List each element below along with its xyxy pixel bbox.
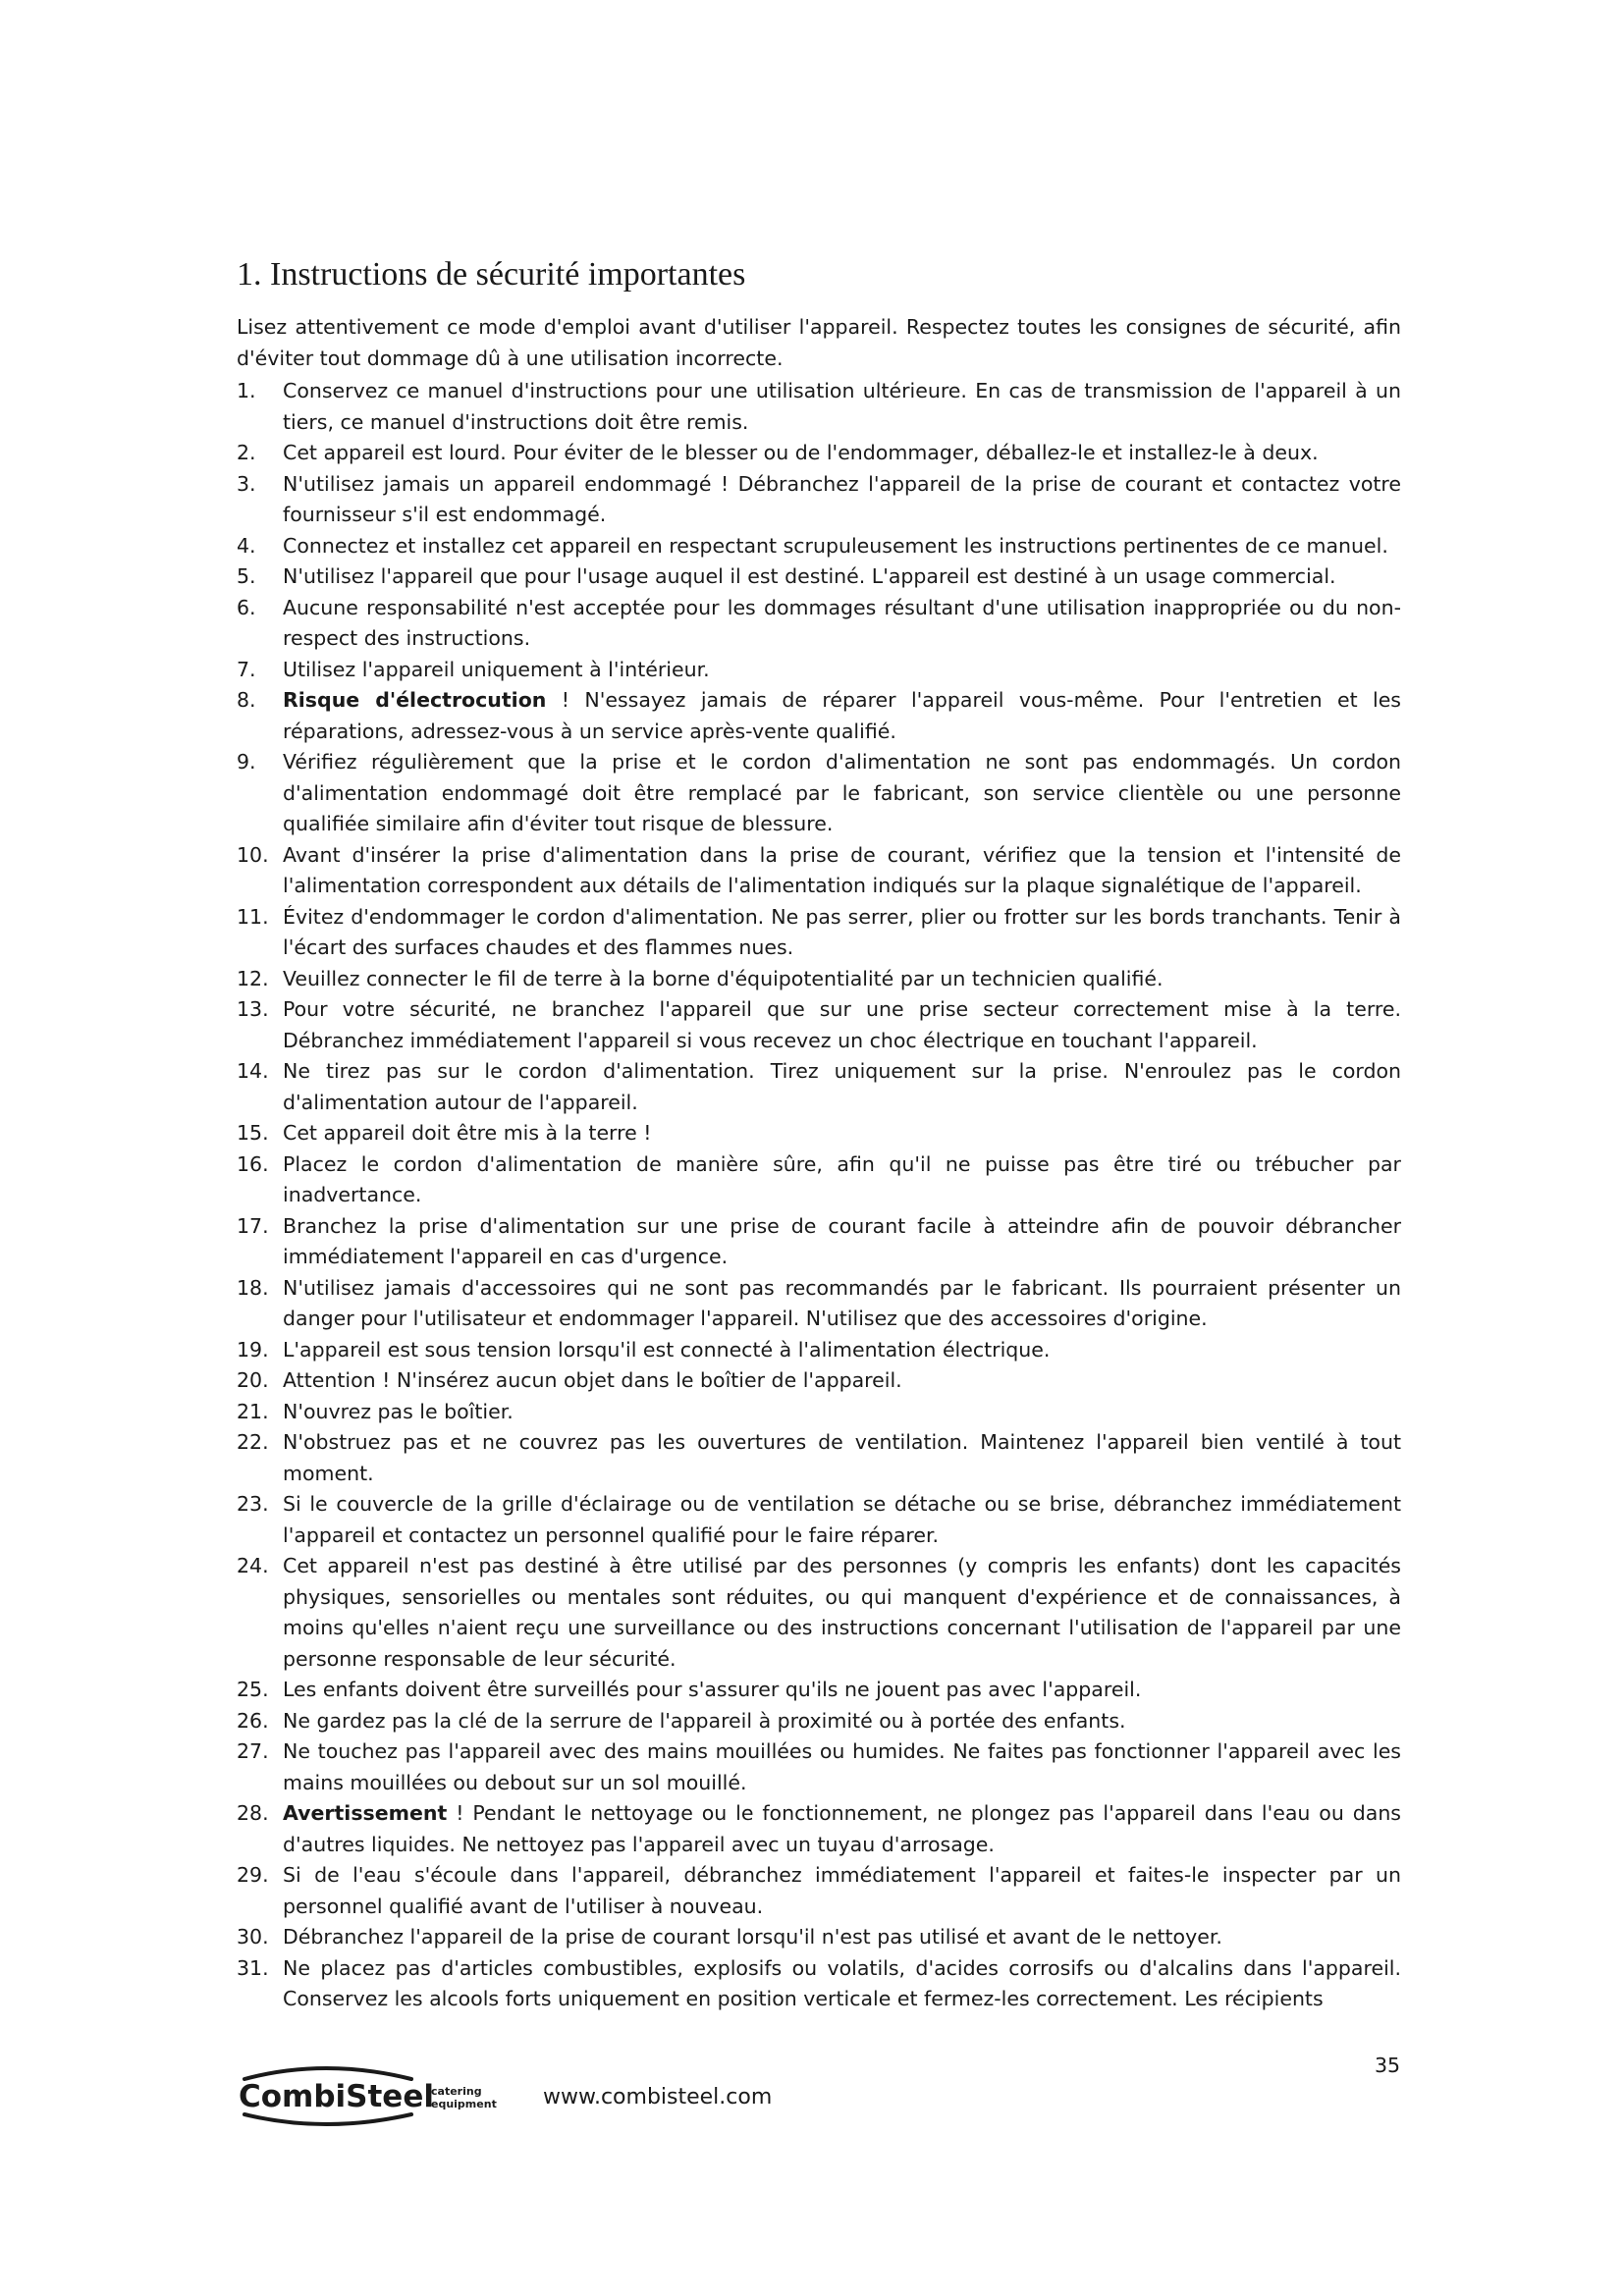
list-item-number: 6.: [237, 595, 256, 619]
list-item: [237, 376, 1401, 438]
list-item-number: 22.: [237, 1430, 269, 1454]
main-content: [237, 253, 1401, 2015]
list-item-text: Veuillez connecter le fil de terre à la borne d'équipotentialité par un technicien qualifié.: [283, 966, 1164, 990]
list-item-number: 4.: [237, 533, 256, 558]
list-item-number: 19.: [237, 1337, 269, 1362]
list-item-text: Cet appareil est lourd. Pour éviter de le blesser ou de l'endommager, déballez-le et installez-le à deux.: [283, 441, 1319, 464]
logo-tagline-bottom: equipment: [431, 2098, 497, 2110]
list-item-text: L'appareil est sous tension lorsqu'il est connecté à l'alimentation électrique.: [283, 1337, 1051, 1362]
list-item-text: Pour votre sécurité, ne branchez l'appareil que sur une prise secteur correctement mise à la terre. Débranchez immédiatement l'appareil si vous recevez un choc électrique en touchant l'appareil.: [283, 997, 1401, 1052]
list-item-number: 17.: [237, 1213, 269, 1238]
list-item: [237, 561, 1401, 593]
list-item-text: Conservez ce manuel d'instructions pour une utilisation ultérieure. En cas de transmission de l'appareil à un tiers, ce manuel d'instructions doit être remis.: [283, 379, 1401, 434]
list-item-number: 13.: [237, 997, 269, 1021]
list-item: [237, 685, 1401, 747]
list-item-number: 16.: [237, 1151, 269, 1176]
list-item: [237, 1427, 1401, 1489]
list-item: [237, 593, 1401, 655]
list-item-number: 2.: [237, 441, 256, 464]
list-item-text: Ne gardez pas la clé de la serrure de l'appareil à proximité ou à portée des enfants.: [283, 1708, 1126, 1733]
list-item-text: Cet appareil n'est pas destiné à être utilisé par des personnes (y compris les enfants) dont les capacités physiques, sensorielles ou mentales sont réduites, ou qui manquent d'expérience et de connaissances, à moins qu'elles n'aient reçu une surveillance ou des instructions concernant l'utilisation de l'appareil par une personne responsable de leur sécurité.: [283, 1554, 1401, 1671]
list-item: [237, 840, 1401, 902]
list-item: [237, 1056, 1401, 1118]
list-item-text: Avant d'insérer la prise d'alimentation dans la prise de courant, vérifiez que la tension et l'intensité de l'alimentation correspondent aux détails de l'alimentation indiqués sur la plaque signalétique de l'appareil.: [283, 842, 1401, 897]
list-item-text: Si de l'eau s'écoule dans l'appareil, débranchez immédiatement l'appareil et faites-le inspecter par un personnel qualifié avant de l'utiliser à nouveau.: [283, 1863, 1401, 1918]
list-item-bold-text: Risque d'électrocution: [283, 688, 547, 712]
list-item: [237, 747, 1401, 840]
list-item-text: Ne tirez pas sur le cordon d'alimentation. Tirez uniquement sur la prise. N'enroulez pas le cordon d'alimentation autour de l'appareil.: [283, 1059, 1401, 1114]
list-item-text: Évitez d'endommager le cordon d'alimentation. Ne pas serrer, plier ou frotter sur les bords tranchants. Tenir à l'écart des surfaces chaudes et des flammes nues.: [283, 904, 1401, 959]
list-item-text: ! N'essayez jamais de réparer l'appareil vous-même. Pour l'entretien et les réparations, adressez-vous à un service après-vente qualifié.: [283, 688, 1401, 743]
page-number: 35: [1375, 2054, 1401, 2077]
list-item-number: 26.: [237, 1708, 269, 1733]
list-item-text: N'utilisez jamais d'accessoires qui ne sont pas recommandés par le fabricant. Ils pourraient présenter un danger pour l'utilisateur et endommager l'appareil. N'utilisez que des accessoires d'origine.: [283, 1275, 1401, 1330]
list-item-number: 3.: [237, 471, 256, 496]
list-item: [237, 1118, 1401, 1149]
list-item-text: N'obstruez pas et ne couvrez pas les ouvertures de ventilation. Maintenez l'appareil bien ventilé à tout moment.: [283, 1430, 1401, 1485]
list-item-number: 15.: [237, 1121, 269, 1145]
list-item: [237, 655, 1401, 686]
list-item: [237, 1860, 1401, 1922]
list-item: [237, 531, 1401, 562]
intro-paragraph: Lisez attentivement ce mode d'emploi avant d'utiliser l'appareil. Respectez toutes les consignes de sécurité, afin d'éviter tout dommage dû à une utilisation incorrecte.: [237, 315, 1401, 370]
list-item: [237, 1922, 1401, 1953]
list-item-text: N'ouvrez pas le boîtier.: [283, 1399, 514, 1423]
list-item: [237, 469, 1401, 531]
list-item-number: 28.: [237, 1801, 269, 1825]
list-item-number: 25.: [237, 1678, 269, 1701]
list-item: [237, 1551, 1401, 1675]
list-item-number: 29.: [237, 1863, 269, 1887]
list-item: [237, 994, 1401, 1056]
section-title: 1. Instructions de sécurité importantes: [237, 256, 746, 293]
list-item-number: 20.: [237, 1368, 269, 1392]
list-item: [237, 438, 1401, 469]
list-item: [237, 902, 1401, 964]
list-item-number: 1.: [237, 379, 256, 402]
list-item-bold-text: Avertissement: [283, 1801, 448, 1825]
list-item: [237, 1489, 1401, 1551]
list-item-number: 31.: [237, 1955, 269, 1980]
combisteel-logo: [237, 2057, 512, 2130]
list-item-number: 5.: [237, 564, 256, 588]
logo-tagline-top: catering: [431, 2085, 482, 2098]
safety-instructions-list: [237, 376, 1401, 2015]
list-item-text: Débranchez l'appareil de la prise de courant lorsqu'il n'est pas utilisé et avant de le nettoyer.: [283, 1925, 1222, 1949]
list-item: [237, 1397, 1401, 1428]
list-item: [237, 1953, 1401, 2015]
list-item: [237, 964, 1401, 995]
list-item-text: Aucune responsabilité n'est acceptée pour les dommages résultant d'une utilisation inappropriée ou du non-respect des instructions.: [283, 595, 1401, 650]
list-item-text: Cet appareil doit être mis à la terre !: [283, 1121, 652, 1145]
list-item-text: Branchez la prise d'alimentation sur une prise de courant facile à atteindre afin de pouvoir débrancher immédiatement l'appareil en cas d'urgence.: [283, 1213, 1401, 1268]
list-item-text: Les enfants doivent être surveillés pour s'assurer qu'ils ne jouent pas avec l'appareil.: [283, 1678, 1142, 1701]
list-item: [237, 1675, 1401, 1706]
list-item-text: Connectez et installez cet appareil en respectant scrupuleusement les instructions pertinentes de ce manuel.: [283, 533, 1388, 558]
list-item-number: 11.: [237, 904, 269, 929]
list-item: [237, 1335, 1401, 1366]
list-item-text: Ne touchez pas l'appareil avec des mains mouillées ou humides. Ne faites pas fonctionner l'appareil avec les mains mouillées ou debout sur un sol mouillé.: [283, 1739, 1401, 1794]
list-item-number: 9.: [237, 750, 256, 774]
logo-brand-text: CombiSteel: [239, 2079, 434, 2114]
list-item: [237, 1706, 1401, 1737]
list-item: [237, 1736, 1401, 1798]
list-item-number: 12.: [237, 966, 269, 990]
list-item-number: 27.: [237, 1739, 269, 1763]
list-item: [237, 1211, 1401, 1273]
list-item: [237, 1798, 1401, 1860]
list-item-text: Ne placez pas d'articles combustibles, explosifs ou volatils, d'acides corrosifs ou d'alcalins dans l'appareil. Conservez les alcools forts uniquement en position verticale et fermez-les correctement. Les récipients: [283, 1955, 1401, 2010]
list-item: [237, 1365, 1401, 1397]
list-item-text: N'utilisez jamais un appareil endommagé ! Débranchez l'appareil de la prise de courant et contactez votre fournisseur s'il est endommagé.: [283, 471, 1401, 526]
list-item: [237, 1273, 1401, 1335]
list-item-number: 14.: [237, 1059, 269, 1083]
list-item-text: N'utilisez l'appareil que pour l'usage auquel il est destiné. L'appareil est destiné à un usage commercial.: [283, 564, 1336, 588]
list-item-text: Placez le cordon d'alimentation de manière sûre, afin qu'il ne puisse pas être tiré ou trébucher par inadvertance.: [283, 1151, 1401, 1206]
list-item-number: 7.: [237, 657, 256, 681]
list-item-number: 30.: [237, 1925, 269, 1949]
list-item-number: 10.: [237, 842, 269, 867]
list-item-text: Utilisez l'appareil uniquement à l'intérieur.: [283, 657, 710, 681]
list-item: [237, 1149, 1401, 1211]
list-item-text: Si le couvercle de la grille d'éclairage ou de ventilation se détache ou se brise, débranchez immédiatement l'appareil et contactez un personnel qualifié pour le faire réparer.: [283, 1492, 1401, 1547]
list-item-number: 24.: [237, 1554, 269, 1577]
list-item-text: Vérifiez régulièrement que la prise et le cordon d'alimentation ne sont pas endommagés. Un cordon d'alimentation endommagé doit être remplacé par le fabricant, son service clientèle ou une personne qualifiée similaire afin d'éviter tout risque de blessure.: [283, 750, 1401, 835]
footer-url: www.combisteel.com: [543, 2085, 773, 2109]
list-item-number: 23.: [237, 1492, 269, 1516]
list-item-number: 21.: [237, 1399, 269, 1423]
list-item-text: ! Pendant le nettoyage ou le fonctionnement, ne plongez pas l'appareil dans l'eau ou dans d'autres liquides. Ne nettoyez pas l'appareil avec un tuyau d'arrosage.: [283, 1801, 1401, 1856]
list-item-text: Attention ! N'insérez aucun objet dans le boîtier de l'appareil.: [283, 1368, 902, 1392]
list-item-number: 18.: [237, 1275, 269, 1300]
list-item-number: 8.: [237, 688, 256, 712]
